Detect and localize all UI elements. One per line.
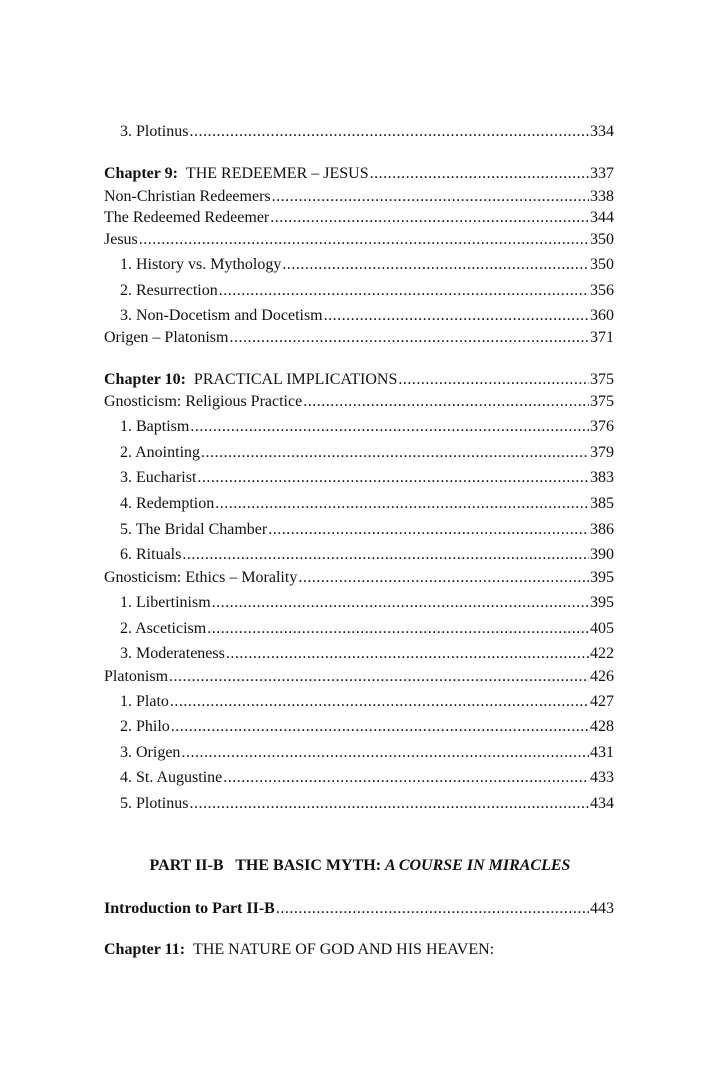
entry-title: Origen – Platonism bbox=[104, 329, 229, 346]
entry-page: 427 bbox=[590, 693, 614, 710]
dot-leader bbox=[171, 717, 589, 737]
dot-leader bbox=[215, 494, 589, 514]
dot-leader bbox=[169, 667, 589, 687]
dot-leader bbox=[181, 743, 589, 763]
entry-title: 5. Plotinus bbox=[120, 795, 189, 812]
entry-page: 356 bbox=[590, 282, 614, 299]
dot-leader bbox=[170, 692, 589, 712]
entry-title: 2. Asceticism bbox=[120, 620, 207, 637]
entry-title: 3. Origen bbox=[120, 744, 181, 761]
dot-leader bbox=[272, 187, 589, 207]
entry-page: 405 bbox=[590, 620, 614, 637]
entry-title: 1. Libertinism bbox=[120, 594, 211, 611]
entry-title: 3. Eucharist bbox=[120, 469, 197, 486]
toc-entry bbox=[104, 667, 614, 687]
dot-leader bbox=[189, 122, 589, 142]
toc-entry bbox=[120, 306, 614, 326]
dot-leader bbox=[207, 619, 589, 639]
dot-leader bbox=[226, 644, 589, 664]
toc-entry bbox=[120, 122, 614, 142]
dot-leader bbox=[212, 593, 589, 613]
entry-page: 434 bbox=[590, 795, 614, 812]
dot-leader bbox=[189, 794, 589, 814]
toc-entry bbox=[120, 494, 614, 514]
entry-page: 395 bbox=[590, 569, 614, 586]
entry-title: Jesus bbox=[104, 231, 138, 248]
dot-leader bbox=[298, 568, 589, 588]
entry-page: 426 bbox=[590, 668, 614, 685]
entry-page: 375 bbox=[590, 393, 614, 410]
toc-entry bbox=[120, 255, 614, 275]
toc-entry bbox=[120, 443, 614, 463]
dot-leader bbox=[201, 443, 589, 463]
entry-page: 431 bbox=[590, 744, 614, 761]
entry-title: THE REDEEMER – JESUS bbox=[185, 165, 369, 182]
entry-page: 376 bbox=[590, 418, 614, 435]
dot-leader bbox=[370, 164, 589, 184]
toc-entry bbox=[120, 644, 614, 664]
entry-page: 386 bbox=[590, 521, 614, 538]
toc-entry bbox=[104, 230, 614, 250]
toc-entry-chapter bbox=[104, 164, 614, 184]
toc-entry bbox=[120, 417, 614, 437]
toc-entry bbox=[104, 208, 614, 228]
dot-leader bbox=[139, 230, 589, 250]
entry-title: 1. History vs. Mythology bbox=[120, 256, 282, 273]
part-heading bbox=[0, 856, 720, 876]
toc-entry bbox=[120, 717, 614, 737]
entry-title: 1. Plato bbox=[120, 693, 169, 710]
toc-entry bbox=[120, 593, 614, 613]
entry-title: 3. Plotinus bbox=[120, 123, 189, 140]
dot-leader bbox=[182, 545, 589, 565]
entry-title: Gnosticism: Ethics – Morality bbox=[104, 569, 298, 586]
entry-page: 395 bbox=[590, 594, 614, 611]
dot-leader bbox=[270, 208, 589, 228]
entry-title: Platonism bbox=[104, 668, 169, 685]
dot-leader bbox=[223, 768, 589, 788]
toc-entry bbox=[104, 392, 614, 412]
entry-title: 6. Rituals bbox=[120, 546, 182, 563]
entry-page: 350 bbox=[590, 256, 614, 273]
entry-title: 3. Non-Docetism and Docetism bbox=[120, 307, 323, 324]
entry-title: Gnosticism: Religious Practice bbox=[104, 393, 303, 410]
entry-title: Non-Christian Redeemers bbox=[104, 188, 271, 205]
dot-leader bbox=[190, 417, 589, 437]
entry-title: Introduction to Part II-B bbox=[104, 900, 275, 917]
entry-page: 350 bbox=[590, 231, 614, 248]
entry-title: 2. Resurrection bbox=[120, 282, 218, 299]
entry-title: 4. Redemption bbox=[120, 495, 215, 512]
entry-page: 334 bbox=[590, 123, 614, 140]
dot-leader bbox=[229, 328, 589, 348]
toc-entry bbox=[120, 743, 614, 763]
entry-title: 2. Philo bbox=[120, 718, 170, 735]
entry-page: 443 bbox=[590, 900, 614, 917]
dot-leader bbox=[282, 255, 589, 275]
toc-entry bbox=[120, 768, 614, 788]
entry-page: 338 bbox=[590, 188, 614, 205]
chapter-number: Chapter 9: bbox=[104, 165, 178, 182]
entry-title: 3. Moderateness bbox=[120, 645, 225, 662]
dot-leader bbox=[324, 306, 589, 326]
toc-entry bbox=[120, 520, 614, 540]
part-heading-italic: A COURSE IN MIRACLES bbox=[385, 857, 571, 874]
entry-title: The Redeemed Redeemer bbox=[104, 209, 270, 226]
dot-leader bbox=[197, 468, 589, 488]
entry-page: 371 bbox=[590, 329, 614, 346]
toc-entry bbox=[120, 692, 614, 712]
dot-leader bbox=[276, 899, 589, 919]
dot-leader bbox=[219, 281, 589, 301]
entry-title: PRACTICAL IMPLICATIONS bbox=[193, 371, 398, 388]
dot-leader bbox=[268, 520, 589, 540]
toc-entry bbox=[120, 545, 614, 565]
toc-entry bbox=[104, 568, 614, 588]
entry-page: 360 bbox=[590, 307, 614, 324]
entry-title: 5. The Bridal Chamber bbox=[120, 521, 268, 538]
toc-entry bbox=[120, 794, 614, 814]
part-heading-text: PART II-B THE BASIC MYTH: bbox=[149, 857, 386, 874]
entry-page: 422 bbox=[590, 645, 614, 662]
dot-leader bbox=[398, 370, 589, 390]
entry-page: 337 bbox=[590, 165, 614, 182]
chapter-number: Chapter 10: bbox=[104, 371, 186, 388]
entry-page: 344 bbox=[590, 209, 614, 226]
entry-title: 1. Baptism bbox=[120, 418, 190, 435]
entry-page: 383 bbox=[590, 469, 614, 486]
toc-entry bbox=[104, 328, 614, 348]
toc-entry bbox=[120, 468, 614, 488]
chapter-11-heading bbox=[104, 940, 494, 960]
toc-entry-intro bbox=[104, 899, 614, 919]
entry-page: 379 bbox=[590, 444, 614, 461]
entry-page: 390 bbox=[590, 546, 614, 563]
toc-entry bbox=[120, 281, 614, 301]
entry-page: 428 bbox=[590, 718, 614, 735]
chapter-title: THE NATURE OF GOD AND HIS HEAVEN: bbox=[193, 941, 495, 958]
dot-leader bbox=[303, 392, 589, 412]
toc-entry bbox=[120, 619, 614, 639]
entry-page: 433 bbox=[590, 769, 614, 786]
chapter-number: Chapter 11: bbox=[104, 941, 186, 958]
toc-entry bbox=[104, 187, 614, 207]
entry-page: 385 bbox=[590, 495, 614, 512]
entry-page: 375 bbox=[590, 371, 614, 388]
entry-title: 2. Anointing bbox=[120, 444, 201, 461]
entry-title: 4. St. Augustine bbox=[120, 769, 223, 786]
toc-entry-chapter bbox=[104, 370, 614, 390]
